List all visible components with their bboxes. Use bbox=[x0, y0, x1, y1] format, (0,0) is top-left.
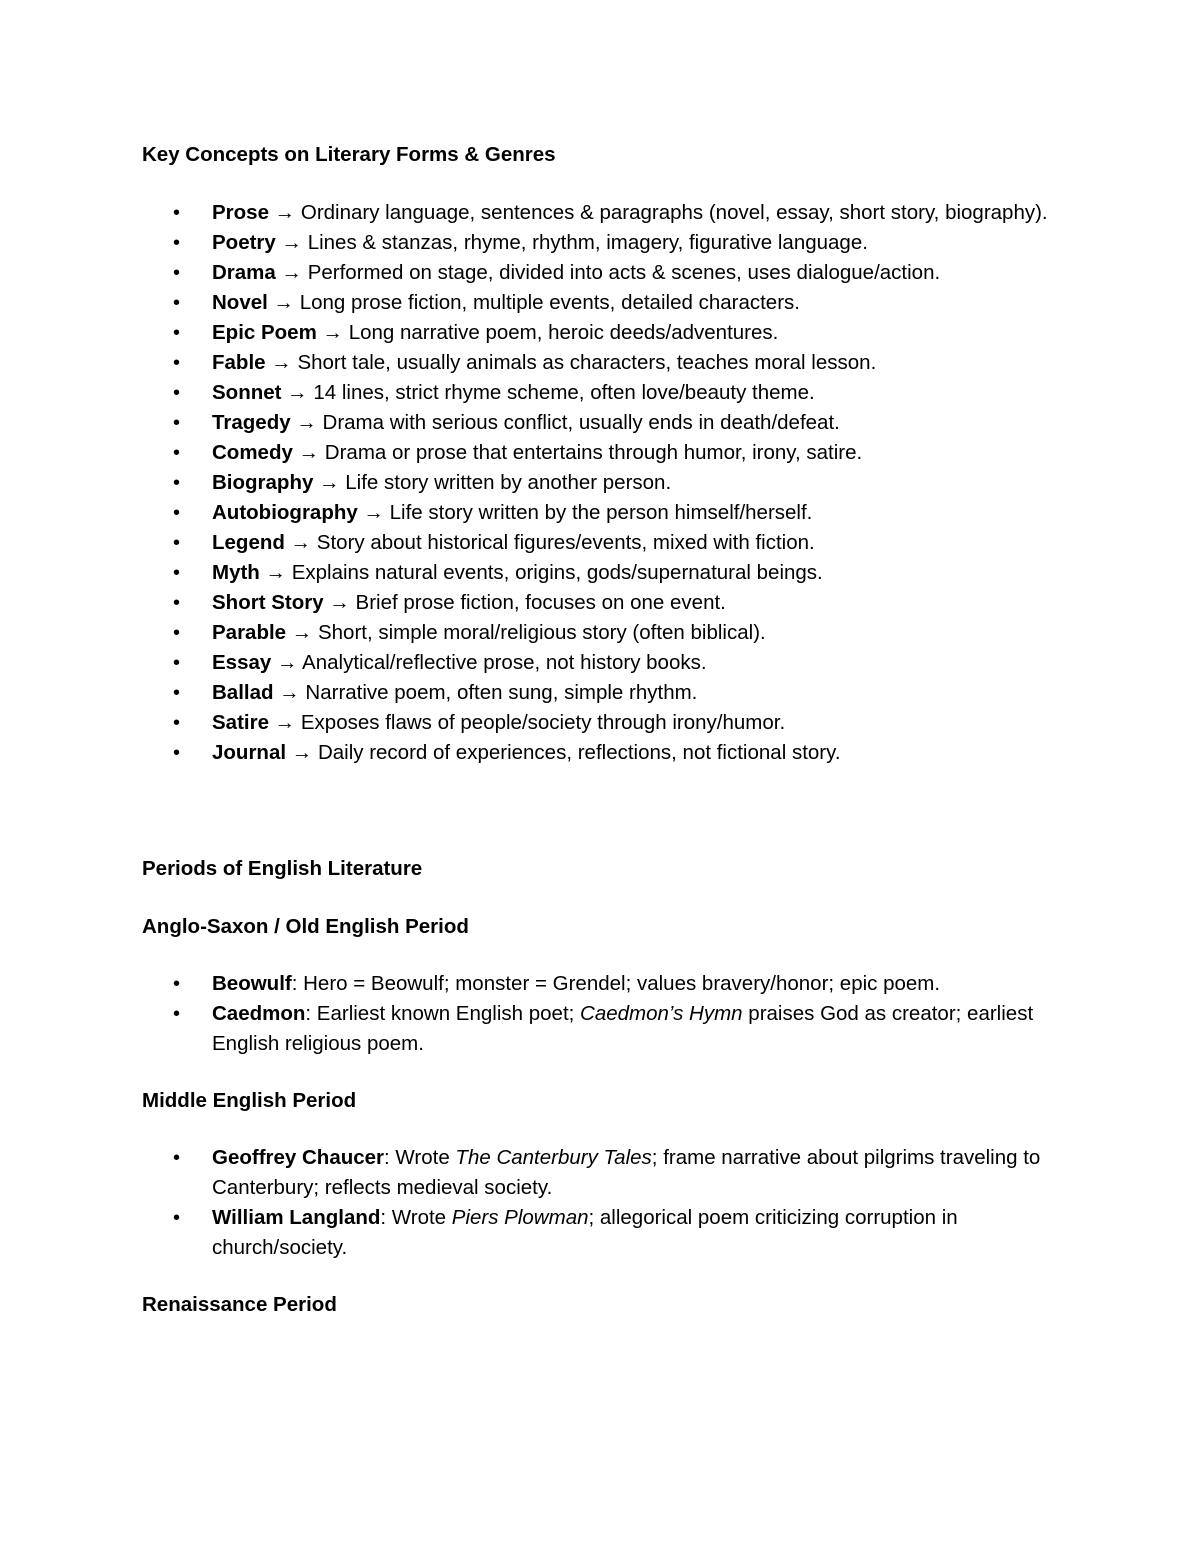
definition: → 14 lines, strict rhyme scheme, often love/beauty theme. bbox=[281, 381, 815, 404]
term: Biography bbox=[212, 471, 314, 494]
list-item bbox=[142, 288, 1072, 318]
work-title: Piers Plowman bbox=[451, 1206, 589, 1229]
list-item bbox=[142, 318, 1072, 348]
definition: → Long narrative poem, heroic deeds/adventures. bbox=[316, 321, 779, 344]
definition: → Short, simple moral/religious story (often biblical). bbox=[286, 621, 766, 644]
list-item bbox=[142, 468, 1072, 498]
list-item bbox=[142, 618, 1072, 648]
term: Essay bbox=[212, 651, 272, 674]
work-title: The Canterbury Tales bbox=[455, 1146, 652, 1169]
term: Sonnet bbox=[212, 381, 282, 404]
term: Legend bbox=[212, 531, 285, 554]
list-item bbox=[142, 648, 1072, 678]
definition: → Explains natural events, origins, gods/supernatural beings. bbox=[259, 561, 823, 584]
list-item bbox=[142, 348, 1072, 378]
definition: → Performed on stage, divided into acts & scenes, uses dialogue/action. bbox=[275, 261, 941, 284]
list-item bbox=[142, 678, 1072, 708]
definition: → Lines & stanzas, rhyme, rhythm, imagery, figurative language. bbox=[275, 231, 868, 254]
term: Geoffrey Chaucer bbox=[212, 1146, 385, 1169]
term: Poetry bbox=[212, 231, 276, 254]
list-item bbox=[142, 588, 1072, 618]
term: Prose bbox=[212, 201, 269, 224]
definition: : Hero = Beowulf; monster = Grendel; values bravery/honor; epic poem. bbox=[291, 972, 941, 995]
list-item bbox=[142, 378, 1072, 408]
definition-suffix: ; allegorical poem criticizing corruption in church/society. bbox=[212, 1206, 958, 1259]
subheading-anglo-saxon: Anglo-Saxon / Old English Period bbox=[142, 915, 469, 938]
subheading-middle-english: Middle English Period bbox=[142, 1089, 357, 1112]
definition-prefix: : Wrote bbox=[380, 1206, 452, 1229]
list-item bbox=[142, 438, 1072, 468]
list-item bbox=[142, 1143, 1072, 1203]
definition: → Drama with serious conflict, usually ends in death/defeat. bbox=[290, 411, 840, 434]
definition: → Drama or prose that entertains through humor, irony, satire. bbox=[292, 441, 863, 464]
term: Myth bbox=[212, 561, 260, 584]
definition: → Analytical/reflective prose, not history books. bbox=[271, 651, 707, 674]
definition-suffix: praises God as creator; earliest English religious poem. bbox=[212, 1002, 1034, 1055]
anglo-saxon-list bbox=[142, 969, 1072, 1059]
definition: → Daily record of experiences, reflections, not fictional story. bbox=[286, 741, 841, 764]
definition: → Ordinary language, sentences & paragraphs (novel, essay, short story, biography). bbox=[268, 201, 1048, 224]
list-item bbox=[142, 969, 1072, 999]
definition: → Narrative poem, often sung, simple rhythm. bbox=[273, 681, 698, 704]
definition: → Exposes flaws of people/society through irony/humor. bbox=[268, 711, 786, 734]
list-item bbox=[142, 708, 1072, 738]
definition: → Life story written by the person himself/herself. bbox=[357, 501, 813, 524]
definition: → Long prose fiction, multiple events, detailed characters. bbox=[267, 291, 800, 314]
term: Novel bbox=[212, 291, 268, 314]
list-item bbox=[142, 258, 1072, 288]
term: Autobiography bbox=[212, 501, 358, 524]
list-item bbox=[142, 528, 1072, 558]
definition: → Story about historical figures/events, mixed with fiction. bbox=[284, 531, 815, 554]
term: Epic Poem bbox=[212, 321, 317, 344]
work-title: Caedmon’s Hymn bbox=[580, 1002, 743, 1025]
middle-english-list bbox=[142, 1143, 1072, 1263]
term: Satire bbox=[212, 711, 269, 734]
term: Ballad bbox=[212, 681, 274, 704]
list-item bbox=[142, 498, 1072, 528]
subheading-renaissance: Renaissance Period bbox=[142, 1293, 337, 1316]
list-item bbox=[142, 738, 1072, 768]
definition: → Life story written by another person. bbox=[313, 471, 672, 494]
list-item bbox=[142, 1203, 1072, 1263]
term: Short Story bbox=[212, 591, 324, 614]
list-item bbox=[142, 558, 1072, 588]
list-item bbox=[142, 198, 1072, 228]
literary-forms-list bbox=[142, 198, 1072, 768]
definition-prefix: : Earliest known English poet; bbox=[305, 1002, 581, 1025]
definition-prefix: : Wrote bbox=[384, 1146, 456, 1169]
term: Tragedy bbox=[212, 411, 291, 434]
definition: → Short tale, usually animals as characters, teaches moral lesson. bbox=[265, 351, 877, 374]
list-item bbox=[142, 408, 1072, 438]
term: Journal bbox=[212, 741, 287, 764]
list-item bbox=[142, 228, 1072, 258]
term: Parable bbox=[212, 621, 287, 644]
document-page bbox=[142, 140, 1072, 1320]
section-heading-periods: Periods of English Literature bbox=[142, 857, 423, 880]
term: Caedmon bbox=[212, 1002, 306, 1025]
section-heading-literary-forms: Key Concepts on Literary Forms & Genres bbox=[142, 143, 556, 166]
term: Comedy bbox=[212, 441, 293, 464]
term: William Langland bbox=[212, 1206, 381, 1229]
term: Drama bbox=[212, 261, 276, 284]
term: Beowulf bbox=[212, 972, 292, 995]
definition: → Brief prose fiction, focuses on one event. bbox=[323, 591, 726, 614]
list-item bbox=[142, 999, 1072, 1059]
term: Fable bbox=[212, 351, 266, 374]
definition-suffix: ; frame narrative about pilgrims traveling to Canterbury; reflects medieval society. bbox=[212, 1146, 1041, 1199]
